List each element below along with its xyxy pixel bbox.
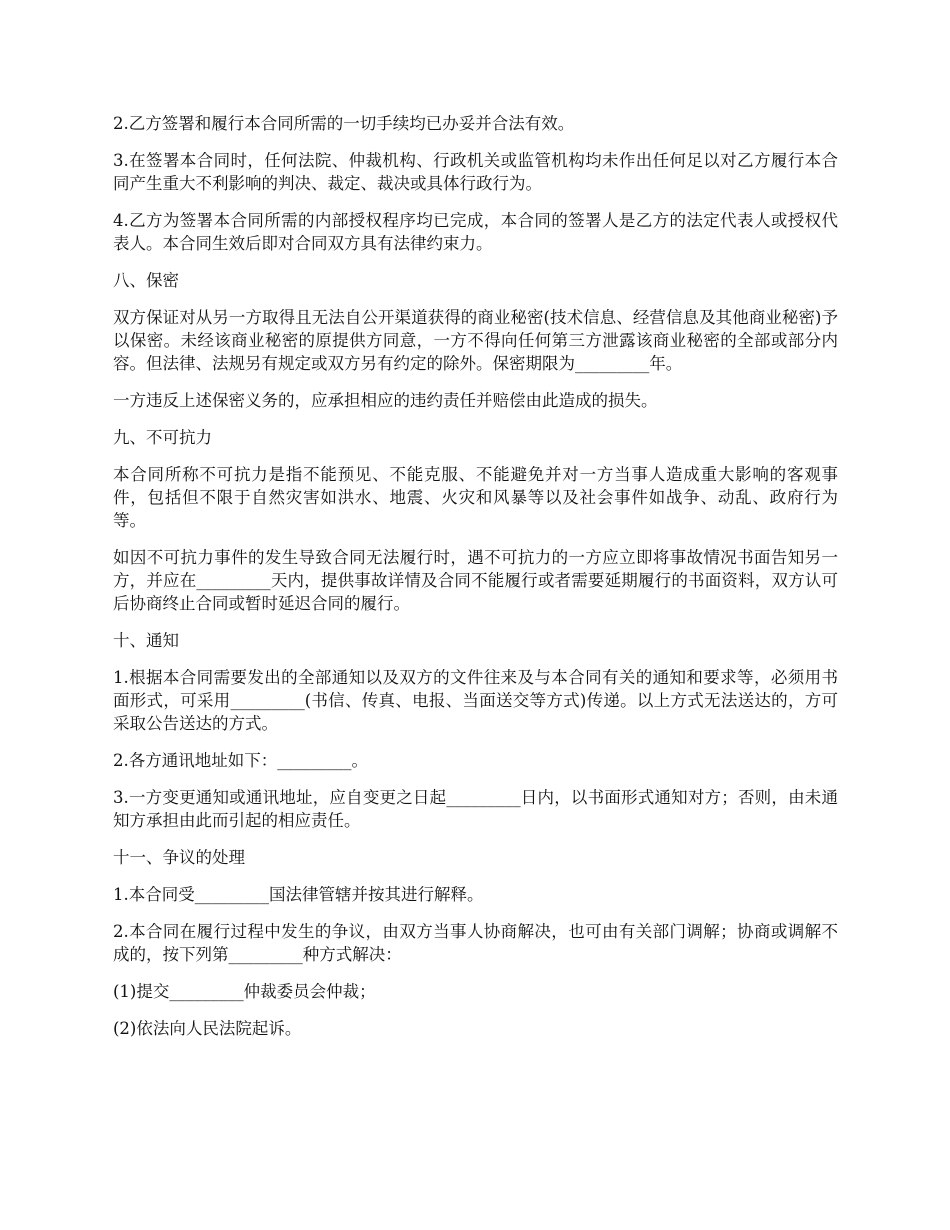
- clause-7-item-2: 2.乙方签署和履行本合同所需的一切手续均已办妥并合法有效。: [113, 114, 575, 133]
- notice-item-1: 1.根据本合同需要发出的全部通知以及双方的文件往来及与本合同有关的通知和要求等，必须用书面形式，可采用_________(书信、传真、电报、当面送交等方式)传递。以上方式无法送达的，方可采取公告送达的方式。: [113, 668, 838, 733]
- clause-7-item-4: 4.乙方为签署本合同所需的内部授权程序均已完成，本合同的签署人是乙方的法定代表人或授权代表人。本合同生效后即对合同双方具有法律约束力。: [113, 211, 838, 253]
- section-heading-disputes: 十一、争议的处理: [113, 848, 245, 867]
- notice-item-3: 3.一方变更通知或通讯地址，应自变更之日起_________日内，以书面形式通知对方；否则，由未通知方承担由此而引起的相应责任。: [113, 788, 838, 830]
- confidentiality-breach-paragraph: 一方违反上述保密义务的，应承担相应的违约责任并赔偿由此造成的损失。: [113, 391, 658, 410]
- section-heading-notice: 十、通知: [113, 631, 179, 650]
- force-majeure-notice: 如因不可抗力事件的发生导致合同无法履行时，遇不可抗力的一方应立即将事故情况书面告知另一方，并应在_________天内，提供事故详情及合同不能履行或者需要延期履行的书面资料，双方认可后协商终止合同或暂时延迟合同的履行。: [113, 548, 838, 613]
- disputes-option-1: (1)提交_________仲裁委员会仲裁；: [113, 982, 376, 1001]
- section-heading-force-majeure: 九、不可抗力: [113, 428, 212, 447]
- document-body: [113, 112, 838, 1054]
- section-heading-confidentiality: 八、保密: [113, 271, 179, 290]
- disputes-item-2: 2.本合同在履行过程中发生的争议，由双方当事人协商解决，也可由有关部门调解；协商或调解不成的，按下列第_________种方式解决：: [113, 922, 838, 964]
- force-majeure-definition: 本合同所称不可抗力是指不能预见、不能克服、不能避免并对一方当事人造成重大影响的客观事件，包括但不限于自然灾害如洪水、地震、火灾和风暴等以及社会事件如战争、动乱、政府行为等。: [113, 465, 838, 530]
- disputes-item-1: 1.本合同受_________国法律管辖并按其进行解释。: [113, 885, 484, 904]
- disputes-option-2: (2)依法向人民法院起诉。: [113, 1019, 302, 1038]
- notice-item-2: 2.各方通讯地址如下：_________。: [113, 751, 368, 770]
- clause-7-item-3: 3.在签署本合同时，任何法院、仲裁机构、行政机关或监管机构均未作出任何足以对乙方履行本合同产生重大不利影响的判决、裁定、裁决或具体行政行为。: [113, 151, 838, 193]
- confidentiality-paragraph: 双方保证对从另一方取得且无法自公开渠道获得的商业秘密(技术信息、经营信息及其他商业秘密)予以保密。未经该商业秘密的原提供方同意，一方不得向任何第三方泄露该商业秘密的全部或部分内容。但法律、法规另有规定或双方另有约定的除外。保密期限为_________年。: [113, 308, 838, 373]
